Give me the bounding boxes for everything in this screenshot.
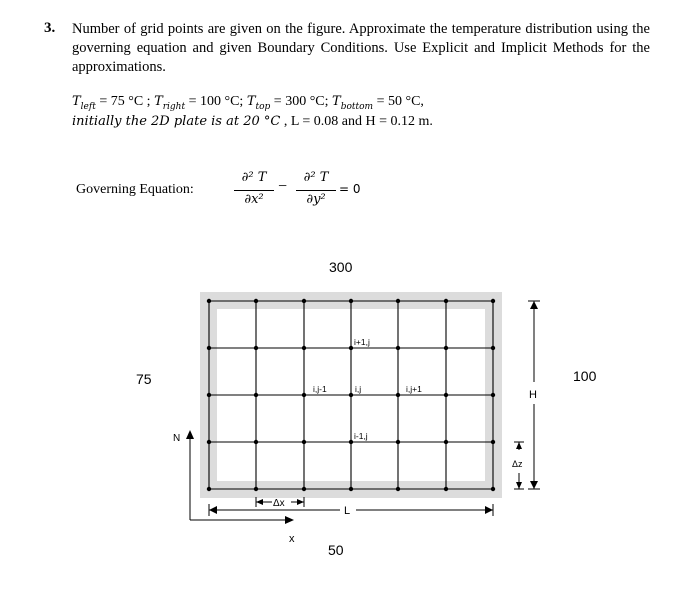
t-top-value: = 300 °C;: [270, 94, 333, 109]
question-number: 3.: [44, 20, 56, 36]
minus-sign: −: [278, 178, 288, 195]
t-right-value: = 100 °C;: [185, 94, 247, 109]
dz-label: Δz: [512, 459, 523, 469]
dimensions-text: , L = 0.08 and H = 0.12 m.: [280, 114, 433, 129]
length-arrow-right: [485, 506, 493, 514]
equation-rhs: = 0: [339, 182, 361, 196]
dz-arrow-top: [516, 442, 522, 449]
bottom-boundary-value: 50: [328, 542, 344, 558]
t-bottom-subscript: bottom: [340, 101, 374, 112]
term1-denominator: ∂x²: [244, 192, 264, 207]
x-arrowhead: [285, 516, 294, 524]
left-boundary-value: 75: [136, 371, 152, 387]
node-label-ij-plus1: i,j+1: [406, 384, 422, 394]
t-top-subscript: top: [255, 101, 271, 112]
height-arrow-bottom: [530, 481, 538, 489]
term1-numerator: ∂² T: [241, 170, 267, 185]
length-arrow-left: [209, 506, 217, 514]
height-arrow-top: [530, 301, 538, 309]
t-top-symbol: T: [246, 94, 256, 109]
dx-arrow-right: [297, 499, 304, 505]
top-boundary-value: 300: [329, 259, 353, 275]
t-right-subscript: right: [162, 101, 186, 112]
t-left-symbol: T: [72, 94, 81, 109]
height-label: H: [529, 389, 537, 401]
t-left-value: = 75 °C ;: [95, 94, 155, 109]
north-axis-label: N: [173, 433, 181, 444]
node-label-i-minus1j: i-1,j: [354, 431, 368, 441]
t-bottom-value: = 50 °C,: [373, 94, 424, 109]
right-boundary-value: 100: [573, 368, 597, 384]
length-label: L: [344, 505, 351, 517]
t-left-subscript: left: [80, 101, 96, 112]
dx-label: Δx: [273, 498, 285, 509]
t-right-symbol: T: [154, 94, 163, 109]
length-dimension: [209, 504, 493, 516]
t-bottom-symbol: T: [332, 94, 341, 109]
term2-denominator: ∂y²: [306, 192, 326, 207]
question-text: Number of grid points are given on the figure. Approximate the temperature distribution using the governing equation and given Boundary Conditions. Use Explicit and Implicit Methods for the approximations.: [72, 21, 650, 75]
dz-arrow-bottom: [516, 482, 522, 489]
node-label-ij: i,j: [355, 384, 362, 394]
governing-equation-label: Governing Equation:: [76, 182, 194, 197]
node-label-i1j: i+1,j: [354, 337, 370, 347]
initial-text: initially the 2D plate is at 20 °C: [72, 114, 281, 129]
node-label-ij-minus1: i,j-1: [313, 384, 327, 394]
dx-arrow-left: [256, 499, 263, 505]
x-axis-label: x: [289, 533, 295, 545]
north-arrowhead: [186, 430, 194, 439]
term2-numerator: ∂² T: [303, 170, 329, 185]
